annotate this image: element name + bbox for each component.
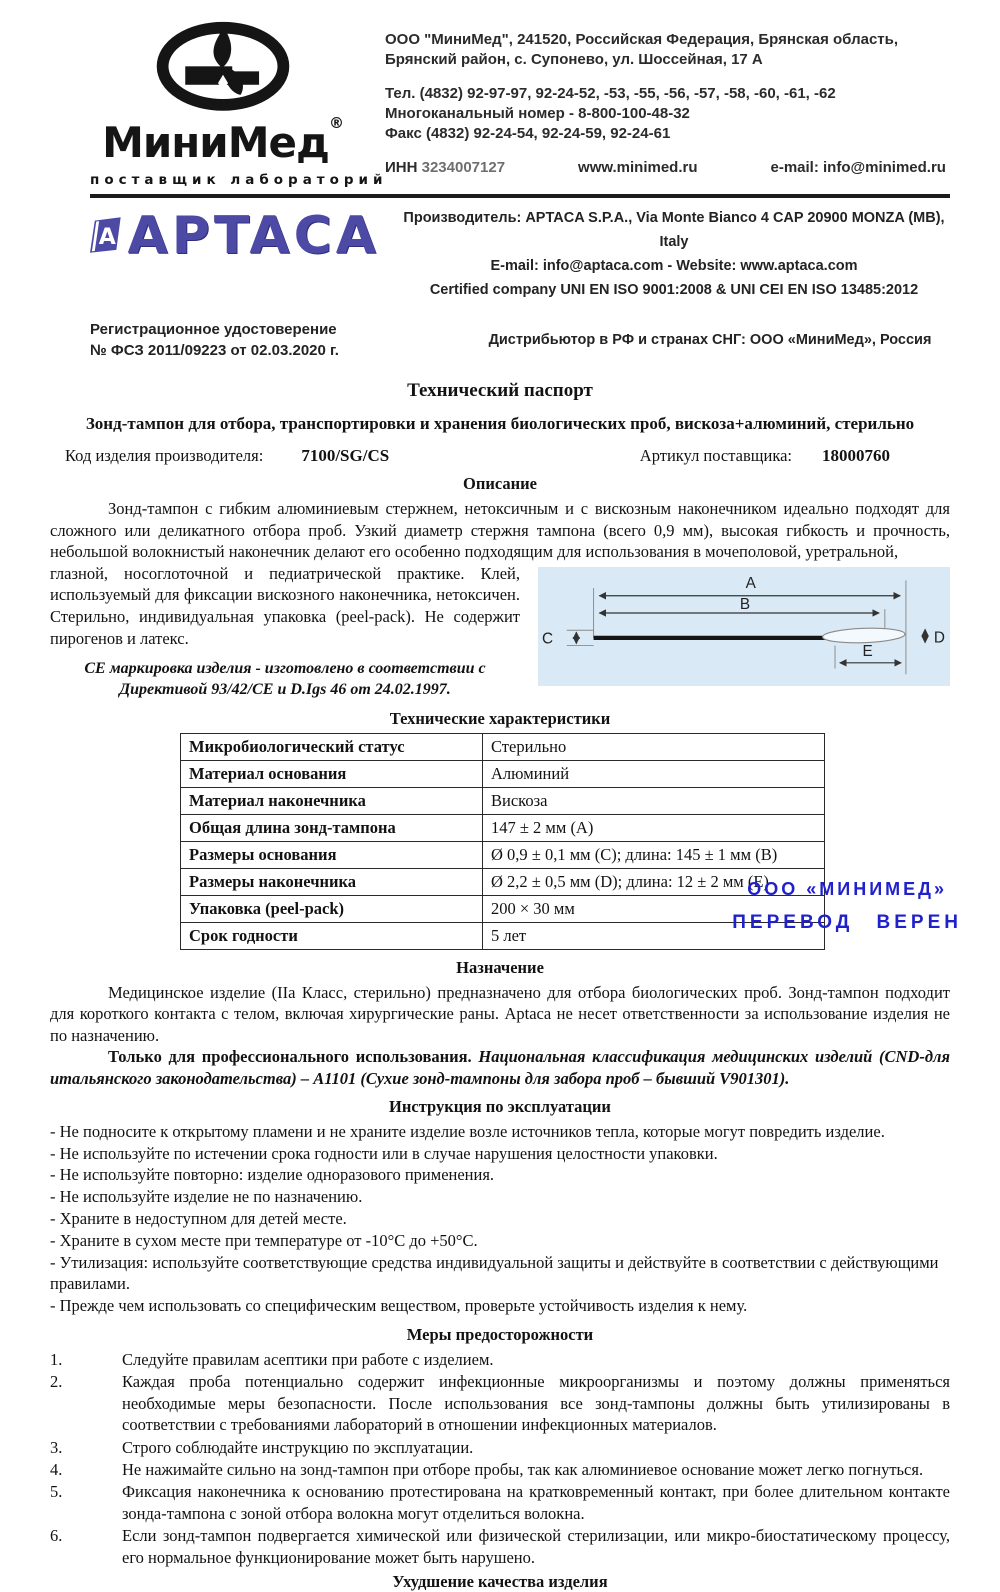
list-item: Строго соблюдайте инструкцию по эксплуатации. [122, 1437, 474, 1457]
aptaca-logo [50, 201, 380, 271]
aptaca-wordmark: APTACA [127, 206, 380, 266]
spec-label: Общая длина зонд-тампона [181, 814, 483, 841]
fax-line: Факс (4832) 92-24-54, 92-24-59, 92-24-61 [385, 125, 671, 142]
aptaca-email-line: E-mail: info@aptaca.com - Website: www.aptaca.com [490, 257, 858, 274]
registration-certificate [50, 319, 470, 363]
list-item: Не нажимайте сильно на зонд-тампон при отборе пробы, так как алюминиевое основание может легко погнуться. [122, 1460, 924, 1480]
quality-degradation-heading: Ухудшение качества изделия [392, 1572, 608, 1592]
contact-block [385, 16, 950, 179]
table-row [181, 733, 825, 760]
registration-row [50, 319, 950, 363]
purpose-classification [50, 1046, 950, 1089]
list-item: - Прежде чем использовать со специфическим веществом, проверьте устойчивость изделия к нему. [50, 1295, 950, 1317]
purpose-heading: Назначение [456, 957, 544, 977]
supplier-article-label: Артикул поставщика: [639, 446, 792, 466]
dim-label-d: D [933, 629, 945, 647]
table-row [181, 814, 825, 841]
specs-heading: Технические характеристики [389, 708, 611, 728]
list-item: - Утилизация: используйте соответствующие средства индивидуальной защиты и действуйте в соответствии с действующими правилами. [50, 1252, 950, 1296]
certified-line: Certified company UNI EN ISO 9001:2008 & UNI CEI EN ISO 13485:2012 [429, 281, 919, 298]
dim-label-e: E [862, 642, 873, 660]
inn-label: ИНН [385, 159, 418, 177]
brand-text: МиниМед [102, 118, 329, 167]
list-item: Если зонд-тампон подвергается химической или физической стерилизации, или микро-биостатическому процессу, его нормальное функционирование может быть нарушено. [122, 1526, 950, 1567]
spec-label: Материал наконечника [181, 787, 483, 814]
description-row [50, 563, 950, 701]
swab-diagram [520, 563, 950, 701]
manufacturer-code-label: Код изделия производителя: [65, 446, 264, 466]
table-row [181, 760, 825, 787]
description-heading: Описание [463, 474, 537, 494]
email: e-mail: info@minimed.ru [770, 159, 946, 177]
dim-label-a: A [745, 574, 756, 592]
swab-dimension-diagram [538, 567, 950, 687]
document-title: Технический паспорт [407, 380, 593, 402]
precautions-heading: Меры предосторожности [406, 1324, 594, 1344]
list-item: Каждая проба потенциально содержит инфекционные микроорганизмы и поэтому должны применяться необходимые меры безопасности. После использования все зонд-тампоны должны быть утилизированы в соответствии с требованиями лабораторий в отношении инфекционных материалов. [122, 1372, 950, 1435]
manufacturer-line: Производитель: APTACA S.P.A., Via Monte Bianco 4 CAP 20900 MONZA (MB), Italy [403, 210, 945, 250]
table-row [181, 787, 825, 814]
table-row [181, 895, 825, 922]
stamp-verified: ПЕРЕВОД ВЕРЕН [732, 911, 962, 933]
spec-value: Ø 2,2 ± 0,5 мм (D); длина: 12 ± 2 мм (Е) [483, 868, 825, 895]
address-line: ООО "МиниМед", 241520, Российская Федерация, Брянская область, [385, 31, 899, 48]
spec-label: Размеры наконечника [181, 868, 483, 895]
description-paragraph-2: глазной, носоглоточной и педиатрической практике. Клей, используемый для фиксации вискозного наконечника, нетоксичен. Стерильно, индивидуальная упаковка (peel-pack). Не содержит пирогенов и латекс. [50, 563, 520, 648]
inn [385, 158, 505, 178]
registration-line1: Регистрационное удостоверение [90, 320, 337, 338]
phone-line: Тел. (4832) 92-97-97, 92-24-52, -53, -55, -56, -57, -58, -60, -61, -62 [385, 84, 836, 102]
table-row [181, 922, 825, 949]
aptaca-emblem-icon [90, 201, 124, 271]
dim-label-b: B [739, 595, 751, 613]
registration-line2: № ФСЗ 2011/09223 от 02.03.2020 г. [90, 342, 339, 360]
list-item: - Храните в недоступном для детей месте. [50, 1208, 950, 1230]
spec-value: 5 лет [483, 922, 825, 949]
code-row [50, 446, 950, 466]
spec-value: 200 × 30 мм [483, 895, 825, 922]
divider [90, 194, 950, 198]
brand-name [90, 114, 355, 167]
address-line: Брянский район, с. Супонево, ул. Шоссейная, 17 А [385, 51, 763, 69]
supplier-article-value: 18000760 [822, 446, 890, 466]
spec-value: Ø 0,9 ± 0,1 мм (С); длина: 145 ± 1 мм (В) [483, 841, 825, 868]
description-left-column [50, 563, 520, 701]
website: www.minimed.ru [578, 159, 698, 177]
description-paragraph-1: Зонд-тампон с гибким алюминиевым стержнем, нетоксичным и с вискозным наконечником идеально подходят для сложного или деликатного отбора проб. Узкий диаметр стержня тампона (всего 0,9 мм), высокая гибкость и прочность, небольшой волокнистый наконечник делают его особенно подходящим для использования в мочеполовой, уретральной, [50, 499, 950, 562]
multichannel-line: Многоканальный номер - 8-800-100-48-32 [385, 104, 690, 122]
spec-label: Материал основания [181, 760, 483, 787]
cnd-classification: Национальная классификация медицинских изделий (CND-для итальянского законодательства) – А1101 (Сухие зонд-тампоны для забора проб – бывший V901301). [50, 1047, 950, 1088]
spec-label: Срок годности [181, 922, 483, 949]
list-item: - Не используйте изделие не по назначению. [50, 1186, 950, 1208]
professional-use-note: Только для профессионального использования. [108, 1047, 479, 1067]
instructions-heading: Инструкция по эксплуатации [389, 1096, 611, 1116]
spec-value: Стерильно [483, 733, 825, 760]
list-item: Следуйте правилам асептики при работе с изделием. [122, 1349, 494, 1369]
minimed-logo [50, 16, 388, 188]
registered-mark: ® [328, 114, 343, 132]
specs-table [180, 733, 825, 950]
brand-tagline: поставщик лабораторий [90, 172, 388, 188]
spec-value: Алюминий [483, 760, 825, 787]
list-item: - Не подносите к открытому пламени и не храните изделие возле источников тепла, которые могут повредить изделие. [50, 1121, 950, 1143]
list-item: Фиксация наконечника к основанию протестирована на кратковременный контакт, при более длительном контакте зонда-тампона с зоной отбора волокна могут отделиться волокна. [122, 1482, 950, 1523]
inn-value: 3234007127 [421, 159, 506, 177]
spec-value: 147 ± 2 мм (А) [483, 814, 825, 841]
instructions-list [50, 1121, 950, 1317]
aptaca-info [398, 201, 950, 303]
aptaca-section [50, 201, 950, 303]
list-item: - Не используйте повторно: изделие одноразового применения. [50, 1164, 950, 1186]
manufacturer-code-value: 7100/SG/CS [301, 446, 390, 466]
spec-label: Размеры основания [181, 841, 483, 868]
list-item: - Не используйте по истечении срока годности или в случае нарушения целостности упаковки. [50, 1143, 950, 1165]
specs-section [50, 733, 962, 950]
table-row [181, 868, 825, 895]
ce-marking-note: СЕ маркировка изделия - изготовлено в соответствии с Директивой 93/42/СЕ и D.Igs 46 от 24.02.1997. [84, 659, 486, 699]
translation-stamp [732, 879, 962, 934]
table-row [181, 841, 825, 868]
stamp-company: ООО «МИНИМЕД» [747, 878, 947, 899]
spec-value: Вискоза [483, 787, 825, 814]
header [50, 16, 950, 188]
aptaca-emblem-letter: A [98, 225, 116, 251]
distributor-line: Дистрибьютор в РФ и странах СНГ: ООО «МиниМед», Россия [488, 332, 932, 349]
spec-label: Упаковка (peel-pack) [181, 895, 483, 922]
purpose-paragraph: Медицинское изделие (IIа Класс, стерильно) предназначено для отбора биологических проб. Зонд-тампон подходит для короткого контакта с телом, включая хирургические раны. Aptaca не несет ответственности за использование изделия не по назначению. [50, 982, 950, 1045]
precautions-list [50, 1349, 950, 1568]
spec-label: Микробиологический статус [181, 733, 483, 760]
candle-flame-icon [143, 16, 303, 120]
list-item: - Храните в сухом месте при температуре от -10°С до +50°С. [50, 1230, 950, 1252]
product-name: Зонд-тампон для отбора, транспортировки и хранения биологических проб, вискоза+алюминий, стерильно [85, 414, 915, 434]
dim-label-c: C [542, 630, 554, 648]
